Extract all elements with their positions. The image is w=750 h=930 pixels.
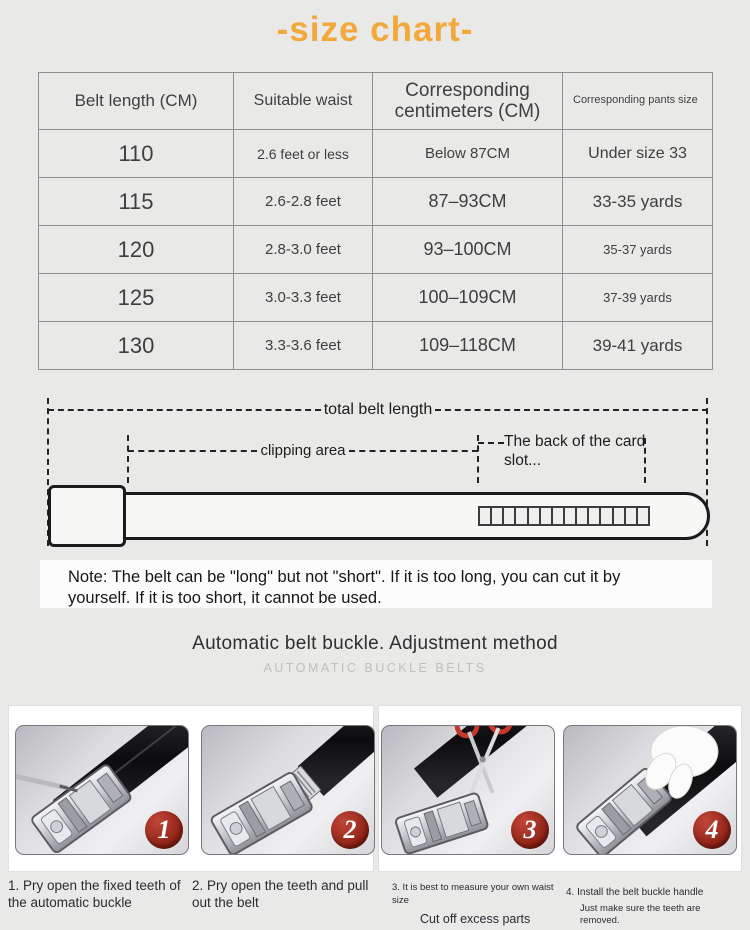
table-cell: 115: [39, 178, 234, 226]
step-number-badge: [145, 811, 183, 849]
belt-tooth: [541, 508, 553, 524]
step-number-badge: [693, 811, 731, 849]
belt-buckle-outline: [48, 485, 126, 547]
belt-teeth: [478, 506, 650, 526]
table-cell: 3.0-3.3 feet: [234, 274, 373, 322]
step-number-badge: [511, 811, 549, 849]
table-cell: 93–100CM: [373, 226, 563, 274]
table-cell: 35-37 yards: [563, 226, 713, 274]
belt-tooth: [529, 508, 541, 524]
table-row: [39, 274, 713, 322]
step-photo-4: [563, 725, 737, 855]
step-caption-2: 2. Pry open the teeth and pull out the belt: [192, 878, 369, 910]
step-caption-3-main: 3. It is best to measure your own waist size: [392, 882, 554, 906]
table-row: [39, 226, 713, 274]
table-cell: 125: [39, 274, 234, 322]
table-cell: 39-41 yards: [563, 322, 713, 370]
clipping-area-label: clipping area: [260, 442, 346, 459]
step-captions: [0, 876, 750, 930]
table-cell: 87–93CM: [373, 178, 563, 226]
dashed-line: [478, 442, 504, 444]
table-cell: 109–118CM: [373, 322, 563, 370]
step-photo-3: [381, 725, 555, 855]
col-header-pants-size: Corresponding pants size: [563, 73, 713, 130]
table-row: [39, 130, 713, 178]
step-caption-4-sub: Just make sure the teeth are removed.: [580, 902, 701, 927]
section-heading: Automatic belt buckle. Adjustment method: [192, 633, 558, 654]
table-header-row: [39, 73, 713, 130]
total-length-label: total belt length: [323, 401, 433, 418]
dashed-line: [349, 450, 478, 452]
step-photo-1: [15, 725, 189, 855]
step-caption-4: [566, 886, 740, 928]
table-cell: 110: [39, 130, 234, 178]
step-number: 4: [705, 815, 719, 844]
belt-tooth: [492, 508, 504, 524]
table-cell: 33-35 yards: [563, 178, 713, 226]
table-cell: 2.6-2.8 feet: [234, 178, 373, 226]
dashed-line: [435, 409, 708, 411]
steps-card-left: [8, 705, 374, 872]
table-row: [39, 178, 713, 226]
table-row: [39, 322, 713, 370]
col-header-corresponding-cm: Corresponding centimeters (CM): [373, 73, 563, 130]
table-cell: 2.6 feet or less: [234, 130, 373, 178]
belt-tooth: [589, 508, 601, 524]
step-photo-2: [201, 725, 375, 855]
section-subheading: AUTOMATIC BUCKLE BELTS: [263, 661, 487, 675]
belt-strap: [311, 726, 374, 781]
belt-tooth: [638, 508, 648, 524]
col-header-suitable-waist: Suitable waist: [234, 73, 373, 130]
card-slot-label: The back of the card slot...: [504, 433, 646, 470]
metal-buckle: [210, 771, 314, 854]
step-number: 3: [523, 815, 537, 844]
steps-card-right: [378, 705, 742, 872]
belt-tooth: [516, 508, 528, 524]
belt-tooth: [626, 508, 638, 524]
belt-tooth: [504, 508, 516, 524]
belt-body-outline: [118, 492, 710, 540]
step-number-badge: [331, 811, 369, 849]
belt-tooth: [614, 508, 626, 524]
dashed-line: [128, 450, 257, 452]
table-cell: 2.8-3.0 feet: [234, 226, 373, 274]
belt-tooth: [480, 508, 492, 524]
table-cell: Under size 33: [563, 130, 713, 178]
table-cell: 120: [39, 226, 234, 274]
step-number: 2: [343, 815, 357, 844]
table-cell: 37-39 yards: [563, 274, 713, 322]
belt-length-diagram: [0, 395, 750, 555]
step-number: 1: [157, 815, 171, 844]
table-cell: Below 87CM: [373, 130, 563, 178]
table-cell: 100–109CM: [373, 274, 563, 322]
page-title: -size chart-: [276, 10, 474, 49]
belt-tooth: [577, 508, 589, 524]
total-length-measure: [48, 401, 708, 419]
table-cell: 3.3-3.6 feet: [234, 322, 373, 370]
dashed-line: [48, 409, 321, 411]
step-caption-3: [392, 882, 564, 928]
note-text: Note: The belt can be "long" but not "short". If it is too long, you can cut it by yourself. If it is too short, it cannot be used.: [40, 560, 712, 608]
metal-buckle: [395, 792, 489, 854]
belt-tooth: [601, 508, 613, 524]
belt-tooth: [565, 508, 577, 524]
col-header-belt-length: Belt length (CM): [39, 73, 234, 130]
metal-buckle: [30, 763, 132, 854]
belt-tooth: [553, 508, 565, 524]
step-caption-1: 1. Pry open the fixed teeth of the automatic buckle: [8, 878, 181, 910]
size-chart-table: [38, 72, 713, 370]
step-caption-3-sub: Cut off excess parts: [420, 911, 531, 926]
clipping-area-measure: [128, 442, 478, 459]
table-cell: 130: [39, 322, 234, 370]
step-caption-4-main: 4. Install the belt buckle handle: [566, 887, 704, 898]
